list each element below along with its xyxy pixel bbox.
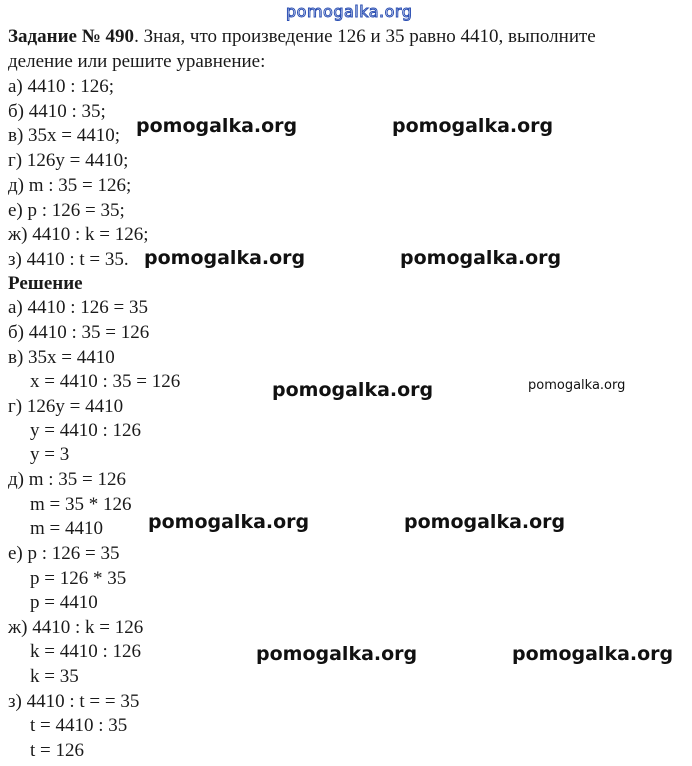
- solution-line: а) 4410 : 126 = 35: [8, 297, 149, 318]
- watermark: pomogalka.org: [272, 379, 434, 401]
- solution-line: д) m : 35 = 126: [8, 469, 127, 490]
- watermark: pomogalka.org: [136, 115, 298, 137]
- site-logo: pomogalka.org: [286, 2, 413, 21]
- watermark: pomogalka.org: [404, 511, 566, 533]
- watermark: pomogalka.org: [400, 247, 562, 269]
- solution-line: k = 4410 : 126: [30, 641, 141, 662]
- task-item-zh: ж) 4410 : k = 126;: [8, 224, 149, 245]
- watermark: pomogalka.org: [392, 115, 554, 137]
- solution-line: k = 35: [30, 666, 79, 687]
- solution-line: з) 4410 : t = = 35: [8, 691, 140, 712]
- solution-line: в) 35x = 4410: [8, 347, 115, 368]
- task-item-e: е) p : 126 = 35;: [8, 200, 125, 221]
- solution-line: p = 4410: [30, 592, 98, 613]
- task-number: Задание № 490: [8, 26, 135, 47]
- task-item-g: г) 126y = 4410;: [8, 150, 129, 171]
- solution-line: г) 126y = 4410: [8, 396, 124, 417]
- watermark: pomogalka.org: [148, 511, 310, 533]
- solution-line: p = 126 * 35: [30, 568, 127, 589]
- solution-line: е) p : 126 = 35: [8, 543, 120, 564]
- task-item-a: а) 4410 : 126;: [8, 76, 115, 97]
- solution-line: ж) 4410 : k = 126: [8, 617, 144, 638]
- task-title-line: [8, 26, 596, 48]
- watermark: pomogalka.org: [256, 643, 418, 665]
- solution-line: t = 4410 : 35: [30, 715, 128, 736]
- task-item-z: з) 4410 : t = 35.: [8, 249, 129, 270]
- task-item-b: б) 4410 : 35;: [8, 101, 106, 122]
- task-statement: . Зная, что произведение 126 и 35 равно 4410, выполните: [134, 26, 596, 47]
- watermark: pomogalka.org: [512, 643, 674, 665]
- solution-line: б) 4410 : 35 = 126: [8, 322, 150, 343]
- watermark: pomogalka.org: [528, 378, 626, 393]
- task-item-d: д) m : 35 = 126;: [8, 175, 132, 196]
- task-item-v: в) 35x = 4410;: [8, 125, 121, 146]
- solution-line: x = 4410 : 35 = 126: [30, 371, 181, 392]
- solution-line: t = 126: [30, 740, 84, 761]
- solution-line: m = 35 * 126: [30, 494, 132, 515]
- solution-line: y = 4410 : 126: [30, 420, 141, 441]
- solution-heading: Решение: [8, 273, 83, 294]
- solution-line: m = 4410: [30, 518, 103, 539]
- task-statement-line2: деление или решите уравнение:: [8, 51, 266, 72]
- solution-line: y = 3: [30, 444, 70, 465]
- watermark: pomogalka.org: [144, 247, 306, 269]
